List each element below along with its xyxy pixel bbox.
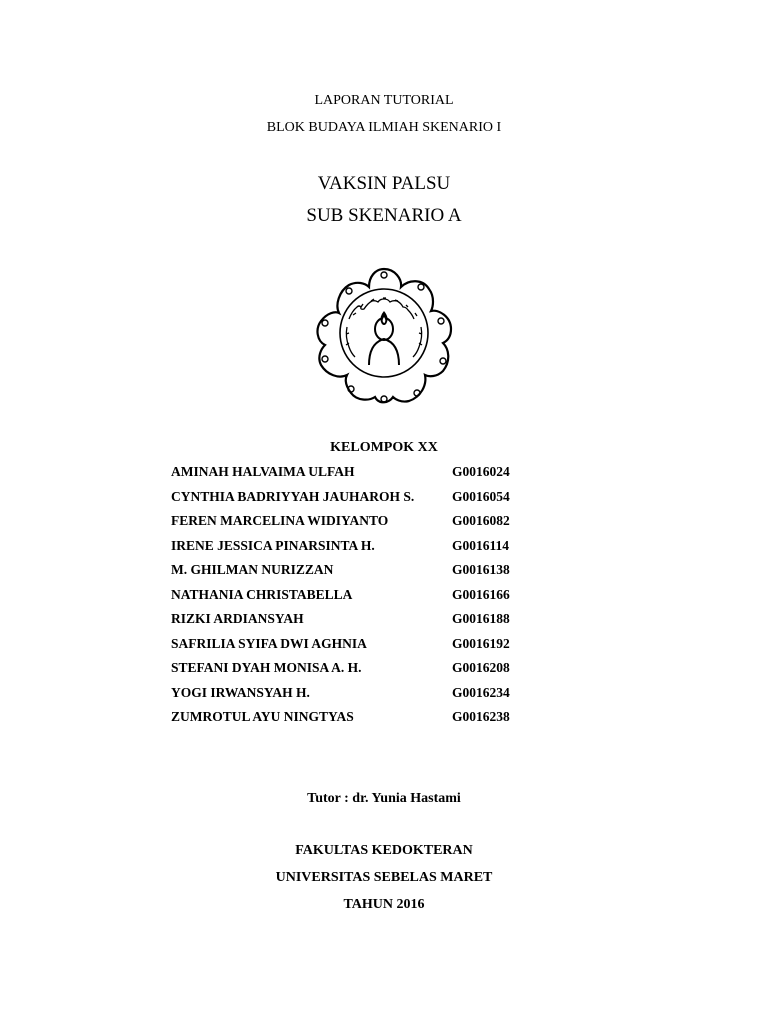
member-nim: G0016054: [452, 488, 510, 504]
year: TAHUN 2016: [343, 897, 425, 912]
group-heading: KELOMPOK XX: [330, 440, 438, 455]
member-name: STEFANI DYAH MONISA A. H.: [171, 660, 362, 675]
member-nim: G0016114: [452, 537, 510, 553]
member-name: ZUMROTUL AYU NINGTYAS: [171, 709, 354, 724]
member-nim: G0016192: [452, 635, 510, 651]
member-list: [171, 464, 591, 734]
member-nim: G0016166: [452, 586, 510, 602]
member-nim: G0016208: [452, 660, 510, 675]
member-name: AMINAH HALVAIMA ULFAH: [171, 464, 355, 479]
list-item: [171, 464, 591, 489]
member-nim: G0016138: [452, 562, 510, 577]
member-name: IRENE JESSICA PINARSINTA H.: [171, 537, 375, 553]
member-name: NATHANIA CHRISTABELLA: [171, 586, 353, 602]
member-name: RIZKI ARDIANSYAH: [171, 611, 304, 626]
list-item: [171, 611, 591, 636]
member-name: CYNTHIA BADRIYYAH JAUHAROH S.: [171, 488, 415, 504]
block-name: BLOK BUDAYA ILMIAH SKENARIO I: [266, 120, 502, 135]
university-seal-icon: [309, 261, 459, 411]
list-item: [171, 636, 591, 661]
member-nim: G0016024: [452, 464, 510, 479]
member-nim: G0016238: [452, 709, 510, 724]
university-name: UNIVERSITAS SEBELAS MARET: [275, 870, 493, 885]
report-type: LAPORAN TUTORIAL: [314, 93, 454, 108]
member-name: YOGI IRWANSYAH H.: [171, 684, 310, 700]
sub-title: SUB SKENARIO A: [306, 205, 462, 226]
list-item: [171, 489, 591, 514]
list-item: [171, 660, 591, 685]
main-title: VAKSIN PALSU: [317, 173, 451, 194]
list-item: [171, 587, 591, 612]
list-item: [171, 685, 591, 710]
tutor-line: Tutor : dr. Yunia Hastami: [307, 791, 461, 806]
member-name: M. GHILMAN NURIZZAN: [171, 562, 334, 577]
member-nim: G0016082: [452, 513, 510, 528]
list-item: [171, 709, 591, 734]
list-item: [171, 538, 591, 563]
list-item: [171, 513, 591, 538]
member-name: FEREN MARCELINA WIDIYANTO: [171, 513, 389, 528]
list-item: [171, 562, 591, 587]
member-nim: G0016188: [452, 611, 510, 626]
member-nim: G0016234: [452, 684, 510, 700]
member-name: SAFRILIA SYIFA DWI AGHNIA: [171, 635, 367, 651]
faculty-name: FAKULTAS KEDOKTERAN: [295, 843, 473, 858]
